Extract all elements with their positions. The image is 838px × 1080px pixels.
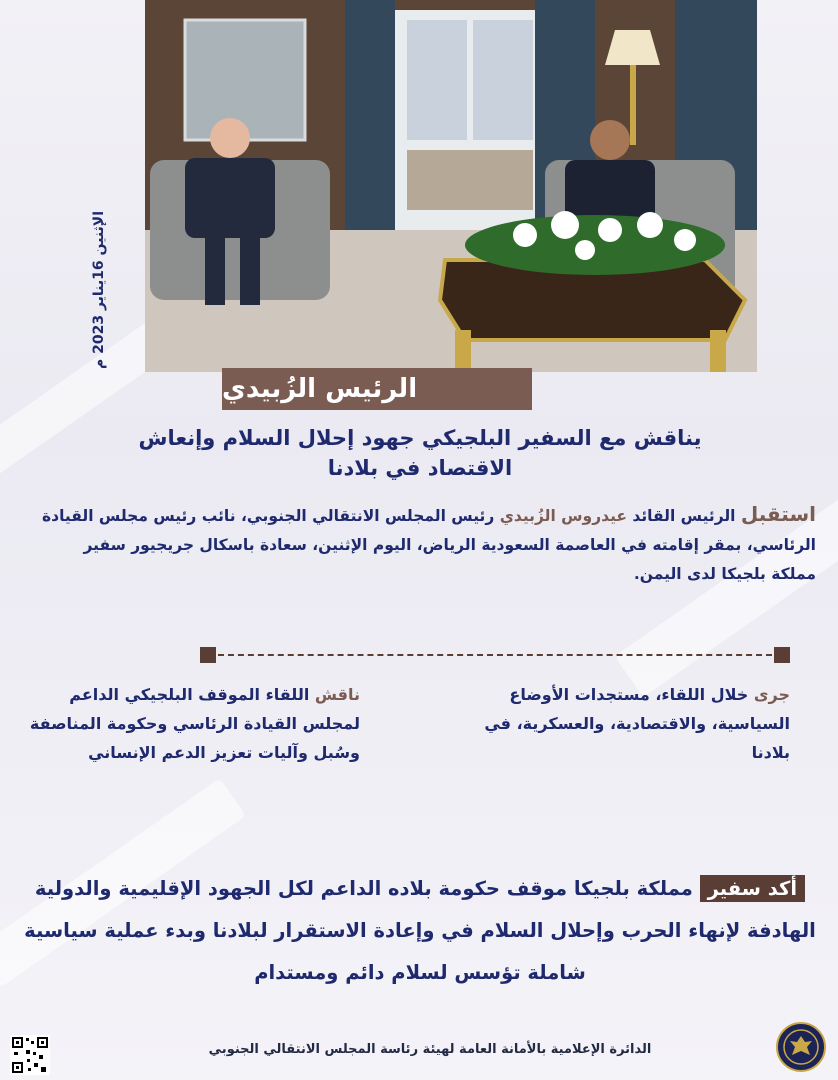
divider [200,647,790,663]
point-right-accent: جرى [753,685,790,704]
qr-code-graphic [10,1035,50,1075]
meeting-photo [145,0,757,372]
lead-name: عيدروس الزُبيدي [499,507,627,525]
date-label [84,205,114,375]
ambassador-statement [20,868,820,994]
page-title: الرئيس الزُبيدي [222,374,418,404]
point-left [20,680,360,767]
divider-square-right [774,647,790,663]
qr-code-icon[interactable] [10,1035,50,1075]
point-right [470,680,790,767]
lead-first-word: استقبل [740,502,816,526]
divider-square-left [200,647,216,663]
meeting-photo-illustration [145,0,757,372]
lead-paragraph [40,500,830,589]
point-right-text: خلال اللقاء، مستجدات الأوضاع السياسية، والاقتصادية، والعسكرية، في بلادنا [484,685,790,762]
statement-highlight: أكد سفير [700,875,805,902]
lead-part-1: الرئيس القائد [626,507,741,525]
point-left-text: اللقاء الموقف البلجيكي الداعم لمجلس القيادة الرئاسي وحكومة المناصفة وسُبل وآليات تعزيز الدعم الإنساني [29,685,360,762]
date-text: الإثنين 16يناير 2023 م [91,210,107,370]
statement-text: مملكة بلجيكا موقف حكومة بلاده الداعم لكل الجهود الإقليمية والدولية الهادفة لإنهاء الحرب وإحلال السلام في وإعادة الاستقرار لبلادنا وبدء عملية سياسية شاملة تؤسس لسلام دائم ومستدام [24,877,816,984]
headline-line-2: الاقتصاد في بلادنا [327,456,513,480]
emblem-logo [776,1022,826,1072]
lead-part-2: رئيس المجلس الانتقالي الجنوبي، نائب رئيس مجلس القيادة الرئاسي، بمقر إقامته في العاصمة السعودية الرياض، اليوم الإثنين، سعادة باسكال جريجيور سفير مملكة بلجيكا لدى اليمن. [41,507,816,583]
headline-line-1: يناقش مع السفير البلجيكي جهود إحلال السلام وإنعاش [138,426,702,450]
footer-credit: الدائرة الإعلامية بالأمانة العامة لهيئة رئاسة المجلس الانتقالي الجنوبي [208,1042,652,1057]
headline [60,423,780,483]
title-banner [222,368,532,410]
point-left-accent: ناقش [314,685,360,704]
eagle-emblem-icon [782,1028,820,1066]
divider-dashed-line [218,654,772,656]
